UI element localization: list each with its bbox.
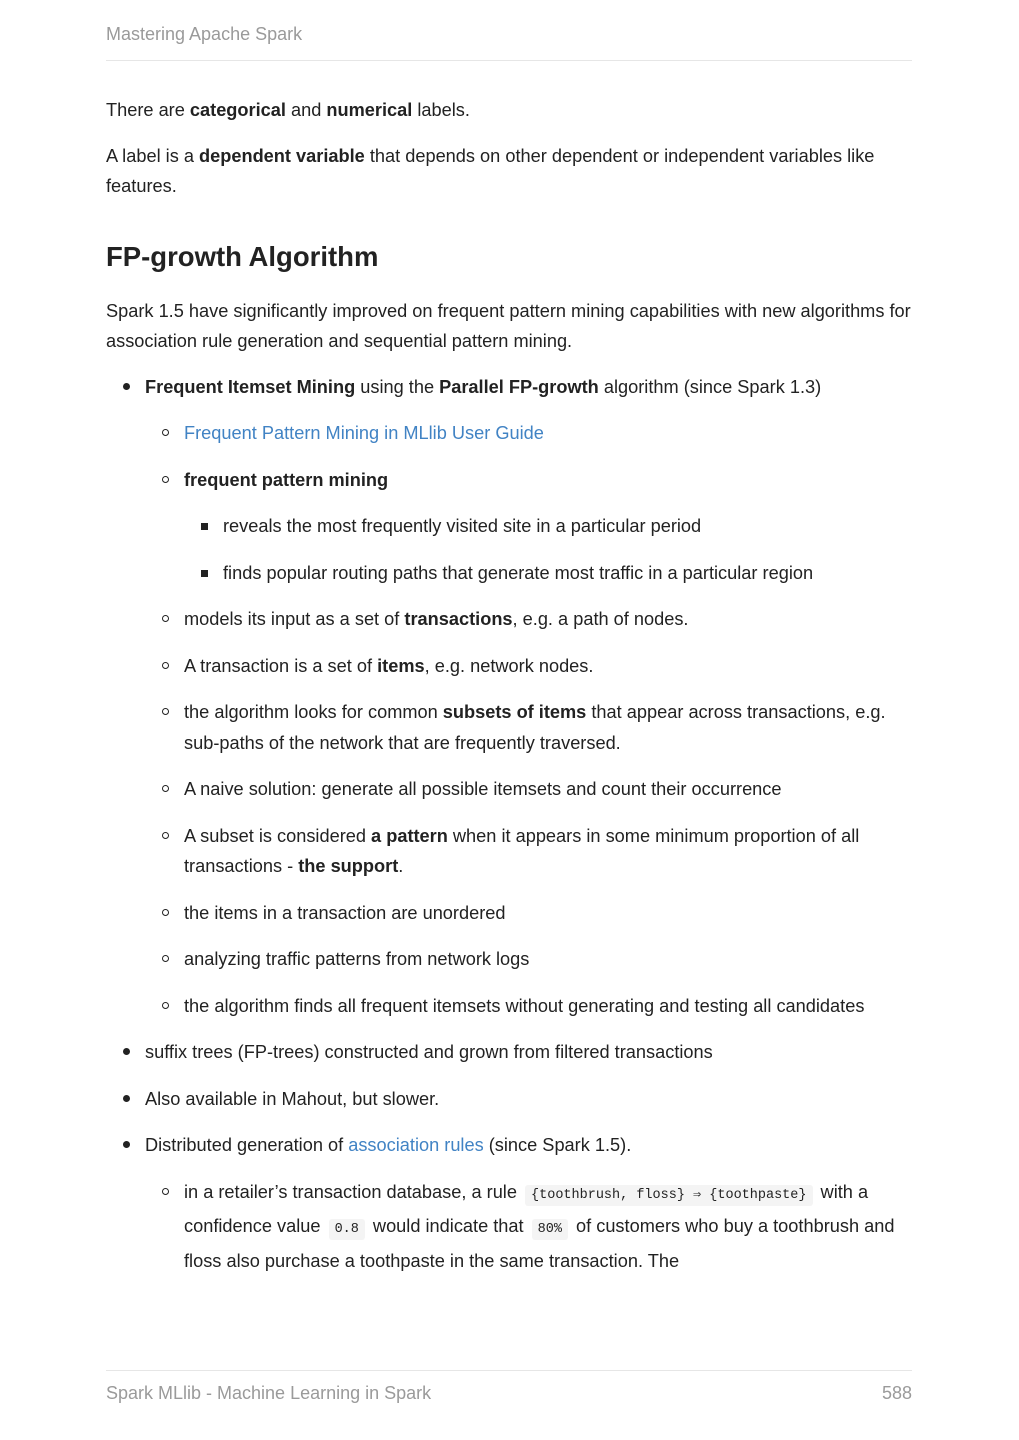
bullet-circle-icon xyxy=(162,1002,169,1009)
bullet-square-icon xyxy=(201,523,208,530)
list-item-retailer-example: in a retailer’s transaction database, a rule {toothbrush, floss} ⇒ {toothpaste} with a confidence value 0.8 would indicate that 80% of customers who buy a toothbrush and floss also purchase a toothpaste in the same transaction. The xyxy=(145,1177,912,1277)
list-item: A subset is considered a pattern when it appears in some minimum proportion of all transactions - the support. xyxy=(145,821,912,882)
book-title: Mastering Apache Spark xyxy=(106,24,303,44)
code-percent: 80% xyxy=(532,1219,568,1240)
section-heading: FP-growth Algorithm xyxy=(106,240,379,272)
sub-list xyxy=(145,1177,912,1277)
list-item: models its input as a set of transactions, e.g. a path of nodes. xyxy=(145,604,912,635)
bullet-disc-icon xyxy=(123,1048,130,1055)
mllib-guide-link[interactable]: Frequent Pattern Mining in MLlib User Guide xyxy=(184,423,544,443)
association-rules-link[interactable]: association rules xyxy=(348,1135,484,1155)
paragraph-label-definition: A label is a dependent variable that depends on other dependent or independent variables like features. xyxy=(106,145,875,196)
list-item-fpm: frequent pattern mining reveals the most frequently visited site in a particular period finds popular routing paths that generate most traffic in a particular region xyxy=(145,465,912,589)
code-confidence: 0.8 xyxy=(329,1219,365,1240)
list-item: A naive solution: generate all possible itemsets and count their occurrence xyxy=(145,774,912,805)
page-header xyxy=(106,24,912,61)
sub-list xyxy=(145,418,912,1021)
bullet-circle-icon xyxy=(162,429,169,436)
chapter-title: Spark MLlib - Machine Learning in Spark xyxy=(106,1383,432,1403)
list-item-association-rules: Distributed generation of association rules (since Spark 1.5). in a retailer’s transaction database, a rule {toothbrush, floss} ⇒ {toothpaste} with a confidence value 0.8 would indicate that 80% of customers who buy a toothbrush and floss also purchase a toothpaste in the same transaction. The xyxy=(106,1130,912,1276)
bullet-circle-icon xyxy=(162,662,169,669)
bullet-circle-icon xyxy=(162,785,169,792)
list-item-mahout: Also available in Mahout, but slower. xyxy=(106,1084,912,1115)
list-item: analyzing traffic patterns from network logs xyxy=(145,944,912,975)
page-content xyxy=(106,95,912,1292)
bullet-circle-icon xyxy=(162,909,169,916)
page-footer xyxy=(106,1370,912,1404)
main-list xyxy=(106,372,912,1277)
list-item-guide-link xyxy=(145,418,912,449)
bullet-circle-icon xyxy=(162,476,169,483)
list-item-frequent-itemset: Frequent Itemset Mining using the Parallel FP-growth algorithm (since Spark 1.3) Frequent Pattern Mining in MLlib User Guide frequent pattern mining reveals the most frequently visited site in a particular period finds popular routing paths that generate most traffic in a particular region models its input as a set of transactions, e.g. a path of nodes. A transaction is a set of items, e.g. network nodes. the algorithm looks for common subsets of items that appear across transactions, e.g. sub-paths of the network that are frequently traversed. A naive solution: generate all possible itemsets and count their occurrence A subset is considered a pattern when it appears in some minimum proportion of all transactions - the support. the items in a transaction are unordered analyzing traffic patterns from network logs the algorithm finds all frequent itemsets without generating and testing all candidates xyxy=(106,372,912,1022)
bullet-circle-icon xyxy=(162,832,169,839)
bullet-square-icon xyxy=(201,570,208,577)
list-item-suffix-trees: suffix trees (FP-trees) constructed and grown from filtered transactions xyxy=(106,1037,912,1068)
bullet-circle-icon xyxy=(162,1188,169,1195)
list-item: A transaction is a set of items, e.g. network nodes. xyxy=(145,651,912,682)
paragraph-labels: There are categorical and numerical labels. xyxy=(106,100,470,120)
bullet-circle-icon xyxy=(162,955,169,962)
sub-sub-list xyxy=(184,511,912,588)
list-item: finds popular routing paths that generate most traffic in a particular region xyxy=(184,558,912,589)
section-intro: Spark 1.5 have significantly improved on frequent pattern mining capabilities with new algorithms for association rule generation and sequential pattern mining. xyxy=(106,300,911,351)
code-rule: {toothbrush, floss} ⇒ {toothpaste} xyxy=(525,1185,812,1206)
list-item: reveals the most frequently visited site in a particular period xyxy=(184,511,912,542)
list-item: the algorithm looks for common subsets of items that appear across transactions, e.g. sub-paths of the network that are frequently traversed. xyxy=(145,697,912,758)
bullet-disc-icon xyxy=(123,1141,130,1148)
page-number: 588 xyxy=(881,1383,912,1403)
bullet-disc-icon xyxy=(123,1095,130,1102)
bullet-circle-icon xyxy=(162,615,169,622)
list-item: the items in a transaction are unordered xyxy=(145,898,912,929)
bullet-circle-icon xyxy=(162,708,169,715)
bullet-disc-icon xyxy=(123,383,130,390)
list-item: the algorithm finds all frequent itemsets without generating and testing all candidates xyxy=(145,991,912,1022)
